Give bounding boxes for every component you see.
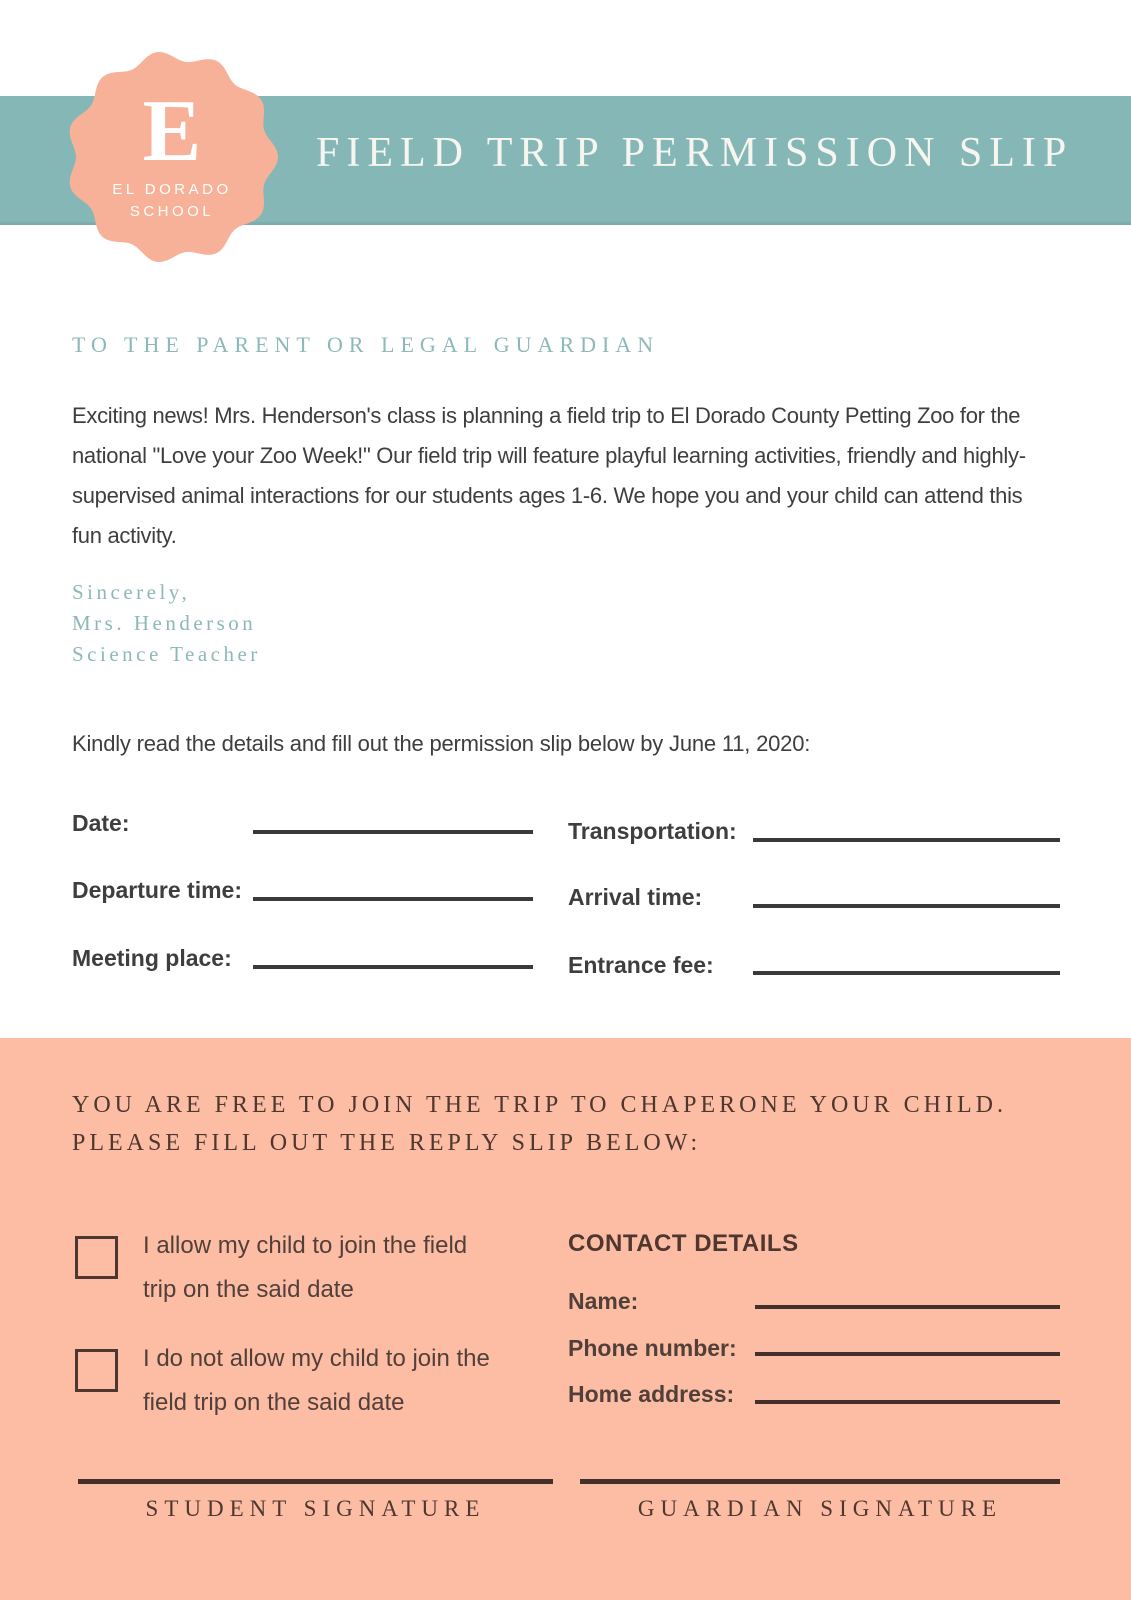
address-blank-line[interactable] bbox=[755, 1400, 1060, 1404]
reply-heading-line2: PLEASE FILL OUT THE REPLY SLIP BELOW: bbox=[72, 1130, 702, 1156]
date-blank-line[interactable] bbox=[253, 830, 533, 834]
student-signature-label: STUDENT SIGNATURE bbox=[145, 1496, 486, 1521]
closing-sincerely: Sincerely, bbox=[72, 580, 191, 604]
arrival-time-blank-line[interactable] bbox=[753, 904, 1060, 908]
address-field-label: Home address: bbox=[568, 1381, 735, 1407]
salutation-heading: TO THE PARENT OR LEGAL GUARDIAN bbox=[72, 332, 660, 357]
disallow-option-label bbox=[143, 1337, 503, 1425]
allow-checkbox[interactable] bbox=[75, 1236, 118, 1279]
departure-time-blank-line[interactable] bbox=[253, 897, 533, 901]
reply-heading-line1: YOU ARE FREE TO JOIN THE TRIP TO CHAPERONE YOUR CHILD. bbox=[72, 1092, 1007, 1118]
meeting-place-blank-line[interactable] bbox=[253, 965, 533, 969]
allow-option-label-line1: I allow my child to join the field bbox=[143, 1232, 468, 1259]
transportation-field-label: Transportation: bbox=[568, 818, 737, 844]
contact-details-heading: CONTACT DETAILS bbox=[568, 1230, 799, 1257]
student-signature-line[interactable] bbox=[78, 1479, 553, 1484]
name-blank-line[interactable] bbox=[755, 1305, 1060, 1309]
school-name-line1: EL DORADO bbox=[112, 181, 232, 198]
departure-time-field-label: Departure time: bbox=[72, 877, 242, 903]
reply-slip-panel bbox=[0, 1038, 1131, 1600]
instruction-text: Kindly read the details and fill out the permission slip below by June 11, 2020: bbox=[72, 731, 811, 756]
name-field-label: Name: bbox=[568, 1288, 639, 1314]
letter-closing bbox=[72, 577, 261, 670]
date-field-label: Date: bbox=[72, 810, 130, 836]
closing-teacher-title: Science Teacher bbox=[72, 642, 261, 666]
guardian-signature-line[interactable] bbox=[580, 1479, 1060, 1484]
phone-field-label: Phone number: bbox=[568, 1335, 737, 1361]
letter-body-paragraph: Exciting news! Mrs. Henderson's class is planning a field trip to El Dorado County Petting Zoo for the national "Love your Zoo Week!" Our field trip will feature playful learning activities, friendly and highly-supervised animal interactions for our students ages 1-6. We hope you and your child can attend this fun activity. bbox=[72, 403, 1026, 548]
disallow-option-label-line1: I do not allow my child to join the bbox=[143, 1345, 490, 1372]
guardian-signature-label: GUARDIAN SIGNATURE bbox=[637, 1496, 1003, 1521]
disallow-checkbox[interactable] bbox=[75, 1349, 118, 1392]
phone-blank-line[interactable] bbox=[755, 1352, 1060, 1356]
arrival-time-field-label: Arrival time: bbox=[568, 884, 703, 910]
closing-teacher-name: Mrs. Henderson bbox=[72, 611, 257, 635]
allow-option-label-line2: trip on the said date bbox=[143, 1276, 354, 1303]
school-logo-initial: E bbox=[142, 83, 202, 180]
allow-option-label bbox=[143, 1224, 503, 1312]
disallow-option-label-line2: field trip on the said date bbox=[143, 1389, 405, 1416]
page-title: FIELD TRIP PERMISSION SLIP bbox=[316, 130, 1074, 176]
transportation-blank-line[interactable] bbox=[753, 838, 1060, 842]
entrance-fee-blank-line[interactable] bbox=[753, 971, 1060, 975]
meeting-place-field-label: Meeting place: bbox=[72, 945, 232, 971]
school-name-line2: SCHOOL bbox=[129, 203, 215, 220]
entrance-fee-field-label: Entrance fee: bbox=[568, 952, 714, 978]
reply-heading bbox=[72, 1086, 1007, 1162]
